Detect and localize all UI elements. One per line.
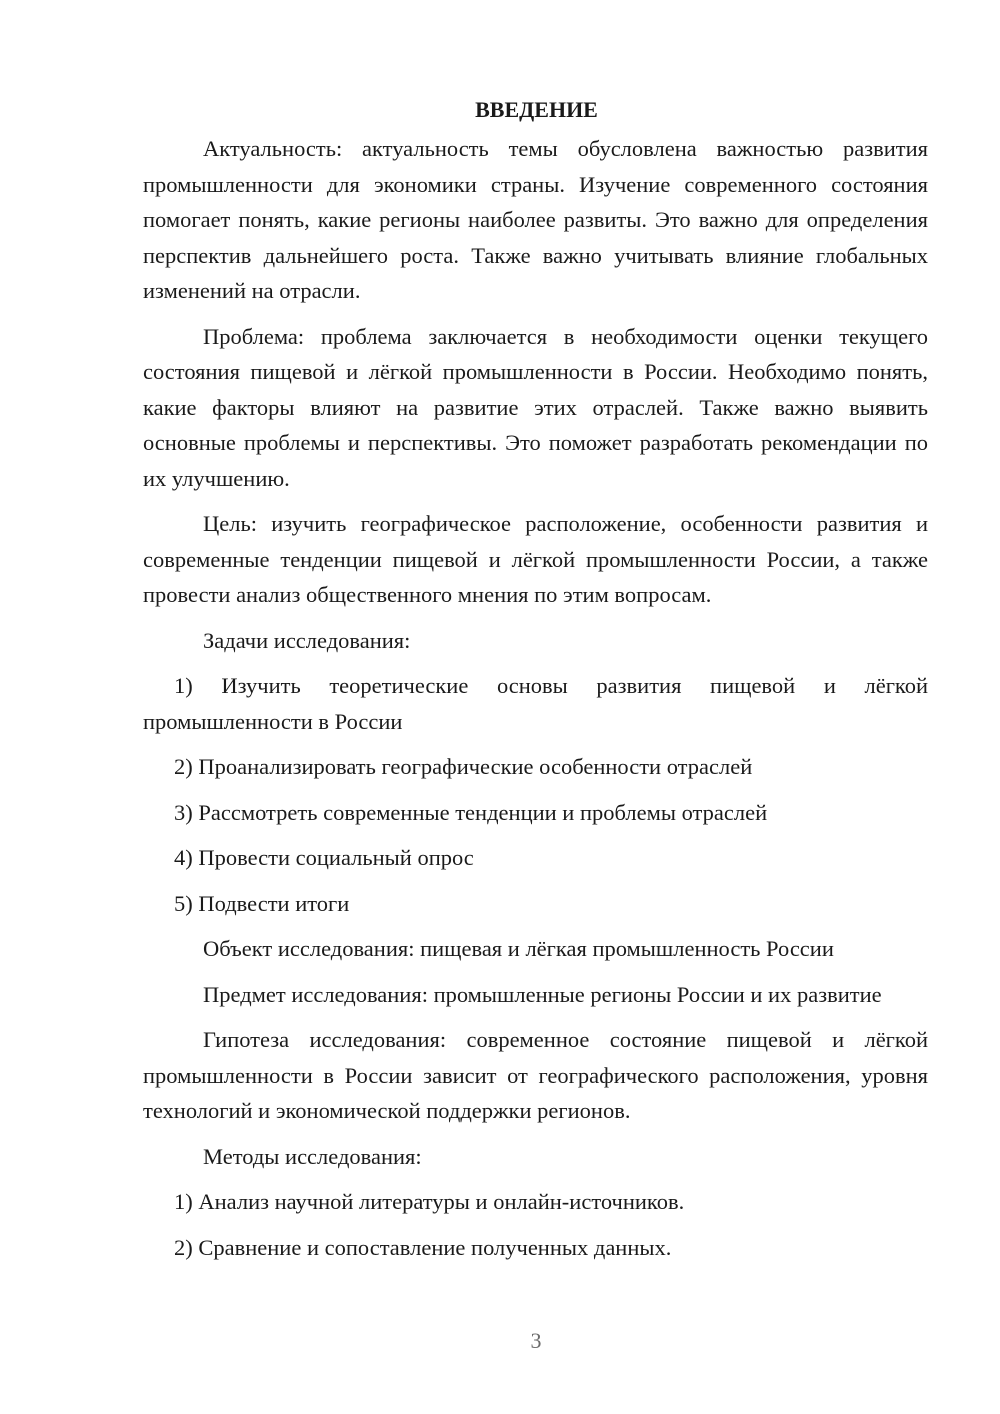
document-page [143, 92, 928, 1265]
paragraph-relevance: Актуальность: актуальность темы обусловлена важностью развития промышленности для экономики страны. Изучение современного состояния помогает понять, какие регионы наиболее развиты. Это важно для определения перспектив дальнейшего роста. Также важно учитывать влияние глобальных изменений на отрасли. [143, 136, 928, 303]
task-item-2: 2) Проанализировать географические особенности отраслей [174, 754, 753, 779]
method-item-2: 2) Сравнение и сопоставление полученных данных. [174, 1234, 672, 1260]
method-item-1: 1) Анализ научной литературы и онлайн-источников. [174, 1189, 685, 1214]
task-item-3: 3) Рассмотреть современные тенденции и проблемы отраслей [174, 799, 768, 825]
task-item-1: 1) Изучить теоретические основы развития пищевой и лёгкой промышленности в России [143, 673, 928, 734]
page-number: 3 [530, 1328, 542, 1353]
task-item-4: 4) Провести социальный опрос [174, 845, 474, 870]
paragraph-goal: Цель: изучить географическое расположение, особенности развития и современные тенденции пищевой и лёгкой промышленности России, а также провести анализ общественного мнения по этим вопросам. [143, 511, 928, 607]
paragraph-problem: Проблема: проблема заключается в необходимости оценки текущего состояния пищевой и лёгкой промышленности в России. Необходимо понять, какие факторы влияют на развитие этих отраслей. Также важно выявить основные проблемы и перспективы. Это поможет разработать рекомендации по их улучшению. [143, 323, 928, 491]
paragraph-object: Объект исследования: пищевая и лёгкая промышленность России [203, 936, 834, 961]
methods-title: Методы исследования: [203, 1143, 422, 1169]
page-title: ВВЕДЕНИЕ [475, 97, 598, 122]
paragraph-hypothesis: Гипотеза исследования: современное состояние пищевой и лёгкой промышленности в России зависит от географического расположения, уровня технологий и экономической поддержки регионов. [143, 1027, 928, 1123]
tasks-title: Задачи исследования: [203, 627, 411, 653]
paragraph-subject: Предмет исследования: промышленные регионы России и их развитие [203, 981, 882, 1007]
task-item-5: 5) Подвести итоги [174, 890, 350, 916]
